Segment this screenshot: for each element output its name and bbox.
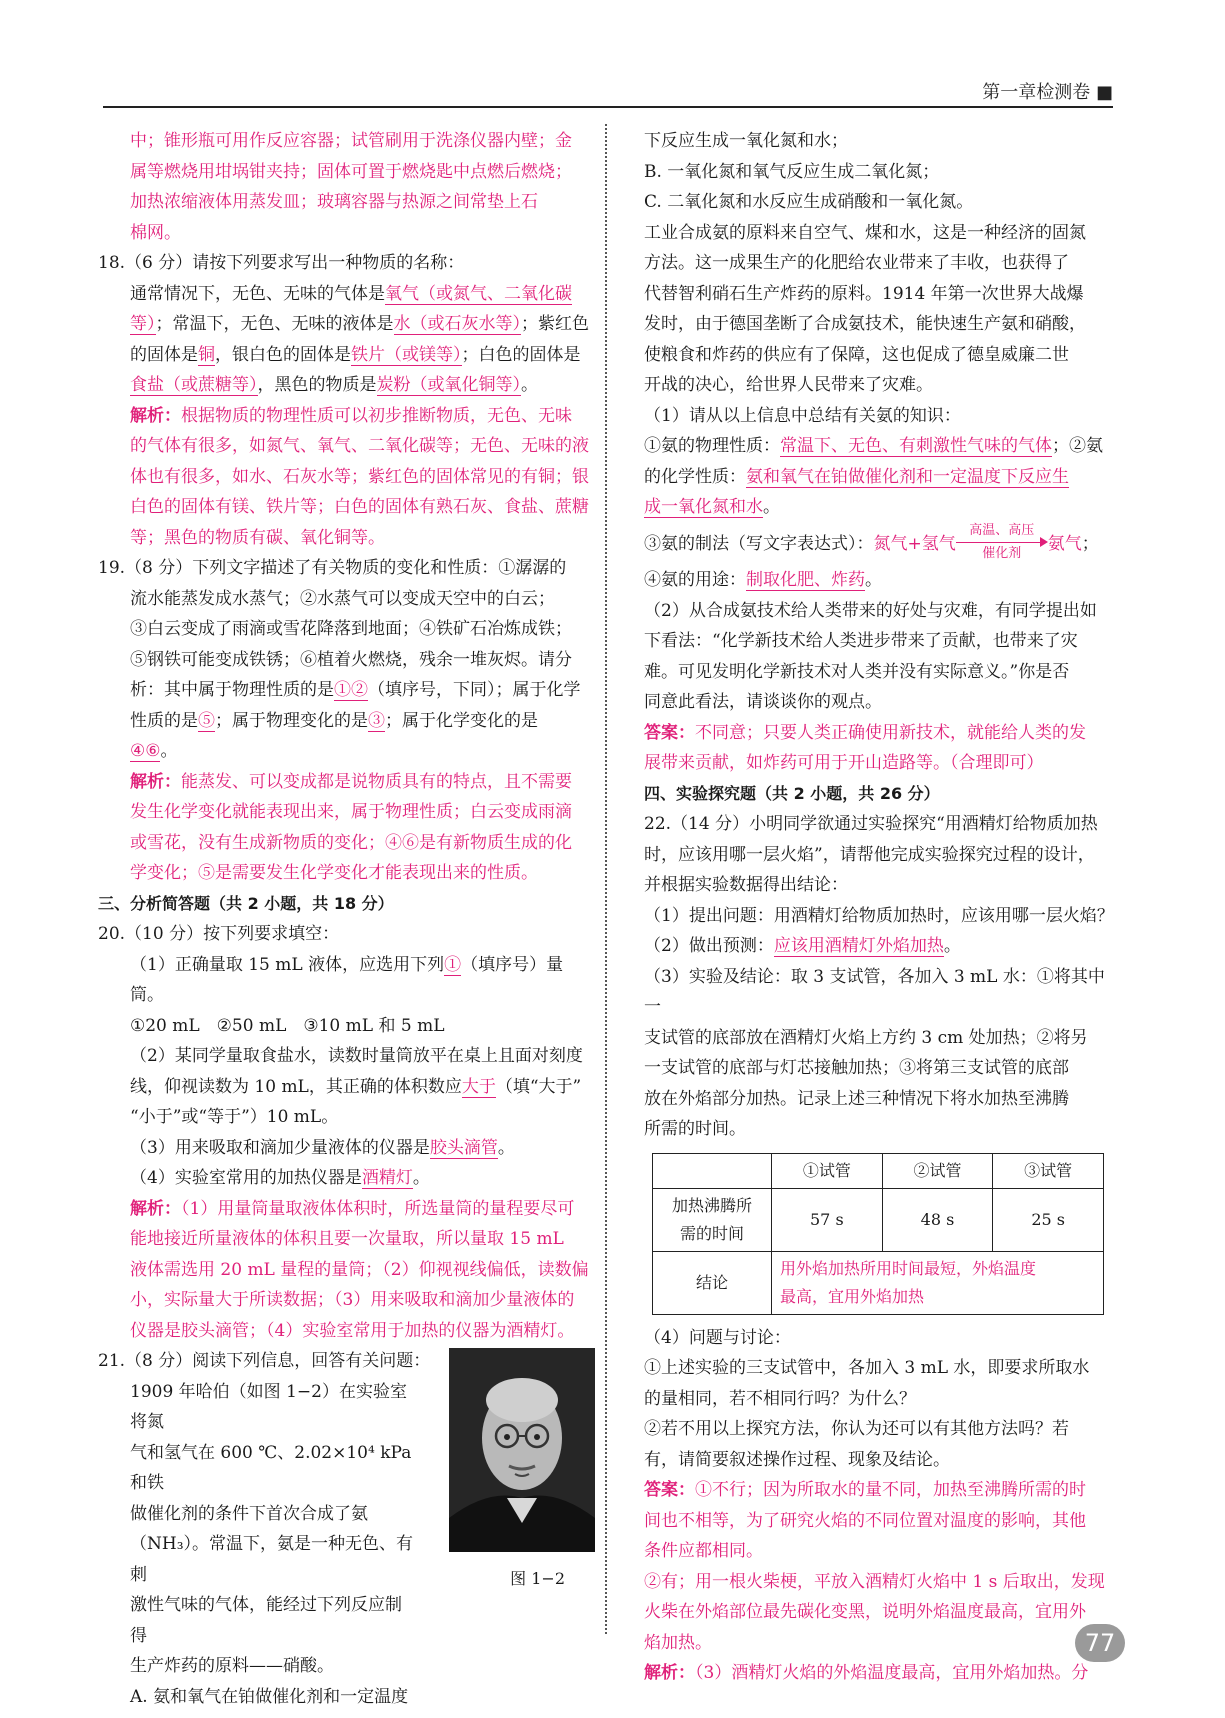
q21-chemical-property: 的化学性质：氨和氧气在铂做催化剂和一定温度下反应生: [644, 466, 1069, 487]
table-row: [653, 1251, 1104, 1314]
q18-answer-1: 氧气（或氮气、二氧化碳: [385, 283, 572, 304]
q21-option-line: B. 一氧化氮和氧气反应生成二氧化氮；: [644, 161, 940, 182]
q22-answer-line: ②有；用一根火柴梗，平放入酒精灯火焰中 1 s 后取出，发现: [644, 1571, 1105, 1592]
table-conclusion-cell: 用外焰加热所用时间最短，外焰温度 最高，宜用外焰加热: [772, 1251, 1104, 1314]
q21-line: 生产炸药的原料——硝酸。: [130, 1656, 334, 1676]
q21-answer-use: 制取化肥、炸药: [746, 570, 865, 590]
q18-answer-1b: 等）: [130, 314, 156, 334]
q19-answer-1: ①②: [334, 680, 368, 700]
table-header-row: [653, 1153, 1104, 1188]
carryover-line: 棉网。: [130, 222, 181, 243]
q22-head: 22.（14 分）小明同学欲通过实验探究“用酒精灯给物质加热: [644, 814, 1098, 834]
page-header: [103, 72, 1113, 108]
q20-answer-3: 胶头滴管: [429, 1137, 498, 1158]
q22-answer: 答案：①不行；因为所取水的量不同，加热至沸腾所需的时: [644, 1480, 1086, 1500]
question-20: [98, 919, 595, 1346]
q20-options: ①20 mL ②50 mL ③10 mL 和 5 mL: [130, 1015, 445, 1036]
table-header-cell: [653, 1153, 772, 1188]
equation-reactants: 氮气+氢气: [873, 533, 956, 554]
q22-step-3-line: 所需的时间。: [644, 1119, 746, 1139]
q21-sub-2-line: 同意此看法，请谈谈你的观点。: [644, 692, 882, 712]
q19-line: 性质的是⑤；属于物理变化的是③；属于化学变化的是: [130, 710, 538, 731]
q18-line: 的固体是铜，银白色的固体是铁片（或镁等）；白色的固体是: [130, 344, 581, 365]
q19-line: 19.（8 分）下列文字描述了有关物质的变化和性质：①潺潺的: [98, 558, 567, 578]
haber-portrait-image: [449, 1348, 595, 1552]
q20-line: “小于”或“等于”）10 mL。: [130, 1107, 339, 1127]
q20-head: 20.（10 分）按下列要求填空：: [98, 924, 340, 944]
q20-line: 线，仰视读数为 10 mL，其正确的体积数应大于（填“大于”: [130, 1076, 582, 1097]
q18-analysis-line: 等；黑色的物质有碳、氧化铜等。: [130, 527, 385, 548]
header-title: 第一章检测卷 ■: [982, 82, 1113, 103]
carryover-line: 加热浓缩液体用蒸发皿；玻璃容器与热源之间常垫上石: [130, 192, 538, 212]
q18-head: 18.（6 分）请按下列要求写出一种物质的名称：: [98, 253, 465, 273]
q21-sub-2-line: 难。可见发明化学新技术对人类并没有实际意义。”你是否: [644, 661, 1070, 682]
q21-sub-2-line: 下看法：“化学新技术给人类进步带来了贡献，也带来了灾: [644, 631, 1078, 651]
q19-answer-2: ⑤: [198, 710, 215, 731]
q21-para-line: 方法。这一成果生产的化肥给农业带来了丰收，也获得了: [644, 253, 1069, 273]
q21-sub-2: （2）从合成氨技术给人类带来的好处与灾难，有同学提出如: [644, 600, 1097, 621]
q21-para-line: 工业合成氨的原料来自空气、煤和水，这是一种经济的固氮: [644, 222, 1086, 243]
q20-answer-2: 大于: [461, 1076, 496, 1097]
equation-product: 氨气: [1047, 533, 1082, 554]
q21-para-line: 使粮食和炸药的供应有了保障，这也促成了德皇威廉二世: [644, 344, 1069, 365]
q22-step-4-line: 的量相同，若不相同行吗？为什么？: [644, 1388, 916, 1409]
q21-option-line: C. 二氧化氮和水反应生成硝酸和一氧化氮。: [644, 192, 974, 212]
q21-answer: 答案：不同意；只要人类正确使用新技术，就能给人类的发: [644, 722, 1086, 743]
question-21: [98, 1346, 595, 1712]
q21-use: ④氨的用途：制取化肥、炸药。: [644, 570, 882, 590]
q18-answer-5: 食盐（或蔗糖等）: [130, 375, 258, 395]
table-row-label: 加热沸腾所 需的时间: [653, 1188, 772, 1251]
q22-step-4: （4）问题与讨论：: [644, 1327, 791, 1348]
q21-answer-physical: 常温下、无色、有刺激性气味的气体: [780, 436, 1052, 456]
q18-analysis-line: 的气体有很多，如氮气、氧气、二氧化碳等；无色、无味的液: [130, 436, 589, 456]
portrait-illustration: [449, 1348, 595, 1552]
q20-analysis-line: 液体需选用 20 mL 量程的量筒；（2）仰视视线偏低，读数偏: [130, 1259, 589, 1280]
q22-analysis: 解析：（3）酒精灯火焰的外焰温度最高，宜用外焰加热。分: [644, 1663, 1089, 1683]
section-3-heading: 三、分析简答题（共 2 小题，共 18 分）: [98, 893, 394, 913]
q19-line: ⑤钢铁可能变成铁锈；⑥植着火燃烧，残余一堆灰烬。请分: [130, 649, 572, 670]
q22-step-2: （2）做出预测：应该用酒精灯外焰加热。: [644, 936, 961, 956]
q20-answer-4: 酒精灯: [361, 1168, 413, 1188]
question-19: [98, 553, 595, 889]
q19-answer-3: ③: [368, 710, 385, 731]
q19-analysis-line: 或雪花，没有生成新物质的变化；④⑥是有新物质生成的化: [130, 832, 572, 853]
q20-line: （4）实验室常用的加热仪器是酒精灯。: [130, 1168, 430, 1188]
carryover-line: 中；锥形瓶可用作反应容器；试管刷用于洗涤仪器内壁；金: [130, 131, 572, 151]
reaction-condition-bottom: 催化剂: [982, 546, 1022, 561]
table-header-cell: ②试管: [882, 1153, 993, 1188]
experiment-table: [652, 1153, 1104, 1315]
q18-line: 食盐（或蔗糖等），黑色的物质是炭粉（或氧化铜等）。: [130, 375, 538, 395]
page-number-badge: 77: [1075, 1624, 1125, 1662]
q21-answer-line: 展带来贡献，如炸药可用于开山造路等。（合理即可）: [644, 753, 1044, 773]
q22-step-4-line: 有，请简要叙述操作过程、现象及结论。: [644, 1449, 950, 1470]
q20-analysis-line: 仪器是胶头滴管；（4）实验室常用于加热的仪器为酒精灯。: [130, 1320, 575, 1341]
q22-step-3-line: 一支试管的底部与灯芯接触加热；③将第三支试管的底部: [644, 1058, 1069, 1078]
q22-answer-line: 焰加热。: [644, 1632, 712, 1653]
q20-answer-1: ①: [444, 954, 462, 975]
q20-analysis-line: 小，实际量大于所读数据；（3）用来吸取和滴加少量液体的: [130, 1290, 575, 1310]
q22-step-4-line: ①上述实验的三支试管中，各加入 3 mL 水，即要求所取水: [644, 1358, 1090, 1378]
q19-analysis-line: 发生化学变化就能表现出来，属于物理性质；白云变成雨滴: [130, 802, 572, 822]
q22-answer-line: 条件应都相同。: [644, 1541, 763, 1561]
q21-sub-1: （1）请从以上信息中总结有关氨的知识：: [644, 405, 961, 426]
table-cell: 48 s: [882, 1188, 993, 1251]
question-22: [644, 809, 1114, 1689]
q22-step-4-line: ②若不用以上探究方法，你认为还可以有其他方法吗？若: [644, 1419, 1069, 1439]
table-header-cell: ③试管: [993, 1153, 1104, 1188]
q20-line: （3）用来吸取和滴加少量液体的仪器是胶头滴管。: [130, 1137, 515, 1158]
q21-line: 气和氢气在 600 ℃、2.02×10⁴ kPa 和铁: [130, 1442, 412, 1493]
q21-line: （NH₃）。常温下，氨是一种无色、有刺: [130, 1534, 414, 1585]
question-18: [98, 248, 595, 553]
q18-analysis-line: 体也有很多，如水、石灰水等；紫红色的固体常见的有铜；银: [130, 466, 589, 487]
q19-analysis: 解析：能蒸发、可以变成都是说物质具有的特点，且不需要: [130, 771, 572, 792]
table-cell: 25 s: [993, 1188, 1104, 1251]
q21-answer-chemical-cont: 成一氧化氮和水: [644, 497, 763, 517]
reaction-condition-top: 高温、高压: [969, 523, 1035, 538]
q21-line: A. 氨和氧气在铂做催化剂和一定温度: [130, 1686, 409, 1707]
figure-caption: 图 1−2: [510, 1569, 565, 1588]
q18-analysis: 解析：根据物质的物理性质可以初步推断物质，无色、无味: [130, 405, 572, 426]
q22-step-1: （1）提出问题：用酒精灯给物质加热时，应该用哪一层火焰？: [644, 905, 1114, 926]
q22-answer-line: 火柴在外焰部位最先碳化变黑，说明外焰温度最高，宜用外: [644, 1602, 1086, 1622]
column-divider: [605, 124, 607, 1634]
reaction-arrow: [956, 523, 1048, 561]
q22-step-3: （3）实验及结论：取 3 支试管，各加入 3 mL 水：①将其中一: [644, 966, 1105, 1017]
q18-answer-3: 铜: [198, 344, 215, 365]
q20-line: （2）某同学量取食盐水，读数时量筒放平在桌上且面对刻度: [130, 1046, 583, 1066]
q21-answer-chemical: 氨和氧气在铂做催化剂和一定温度下反应生: [746, 466, 1069, 487]
table-header-cell: ①试管: [772, 1153, 883, 1188]
q21-line: 激性气味的气体，能经过下列反应制得: [130, 1595, 402, 1646]
q20-analysis-line: 能地接近所量液体的体积且要一次量取，所以量取 15 mL: [130, 1229, 564, 1249]
q19-answer-4: ④⑥: [130, 741, 161, 761]
q18-analysis-line: 白色的固体有镁、铁片等；白色的固体有熟石灰、食盐、蔗糖: [130, 497, 589, 517]
q21-line: 1909 年哈伯（如图 1−2）在实验室将氮: [130, 1381, 407, 1432]
q22-step-3-line: 放在外焰部分加热。记录上述三种情况下将水加热至沸腾: [644, 1088, 1069, 1109]
q20-line: （1）正确量取 15 mL 液体，应选用下列①（填序号）量筒。: [130, 954, 564, 1005]
table-cell: 57 s: [772, 1188, 883, 1251]
carryover-line: 属等燃烧用坩埚钳夹持；固体可置于燃烧匙中点燃后燃烧；: [130, 161, 572, 182]
q22-answer-prediction: 应该用酒精灯外焰加热: [773, 936, 944, 956]
q22-head-line: 并根据实验数据得出结论：: [644, 875, 848, 895]
q18-answer-6: 炭粉（或氧化铜等）: [376, 375, 521, 395]
q19-analysis-line: 学变化；⑤是需要发生化学变化才能表现出来的性质。: [130, 863, 538, 883]
q19-line: ④⑥。: [130, 741, 178, 761]
q21-preparation: ③氨的制法（写文字表达式）：氮气+氢气 高温、高压 催化剂 氨气；: [644, 523, 1099, 561]
q21-para-line: 代替智利硝石生产炸药的原料。1914 年第一次世界大战爆: [644, 283, 1084, 304]
q22-answer-line: 间也不相等，为了研究火焰的不同位置对温度的影响，其他: [644, 1510, 1086, 1531]
section-4-heading: 四、实验探究题（共 2 小题，共 26 分）: [644, 783, 940, 803]
q18-answer-2: 水（或石灰水等）: [393, 314, 521, 334]
q21-para-line: 发时，由于德国垄断了合成氨技术，能快速生产氨和硝酸，: [644, 314, 1086, 334]
q21-head: 21.（8 分）阅读下列信息，回答有关问题：: [98, 1351, 431, 1371]
q22-step-3-line: 支试管的底部放在酒精灯火焰上方约 3 cm 处加热；②将另: [644, 1027, 1088, 1048]
table-row-label: 结论: [653, 1251, 772, 1314]
q18-answer-4: 铁片（或镁等）: [351, 344, 462, 365]
q18-line: 等）；常温下，无色、无味的液体是水（或石灰水等）；紫红色: [130, 314, 589, 334]
q21-physical-property: ①氨的物理性质：常温下、无色、有刺激性气味的气体；②氨: [644, 436, 1103, 456]
q21-chemical-property-cont: 成一氧化氮和水。: [644, 497, 780, 517]
table-row: [653, 1188, 1104, 1251]
right-column: [644, 126, 1114, 1689]
q19-line: ③白云变成了雨滴或雪花降落到地面；④铁矿石冶炼成铁；: [130, 619, 572, 639]
left-column: [98, 126, 595, 1712]
q21-option-line: 下反应生成一氧化氮和水；: [644, 131, 848, 151]
q19-line: 析：其中属于物理性质的是①②（填序号，下同）；属于化学: [130, 680, 581, 700]
q22-head-line: 时，应该用哪一层火焰”，请帮他完成实验探究过程的设计，: [644, 844, 1095, 865]
q20-analysis: 解析：（1）用量筒量取液体体积时，所选量筒的量程要尽可: [130, 1198, 575, 1219]
q18-line: 通常情况下，无色、无味的气体是氧气（或氮气、二氧化碳: [130, 283, 572, 304]
q21-para-line: 开战的决心，给世界人民带来了灾难。: [644, 375, 933, 395]
q19-line: 流水能蒸发成水蒸气；②水蒸气可以变成天空中的白云；: [130, 588, 555, 609]
q21-line: 做催化剂的条件下首次合成了氨: [130, 1503, 368, 1524]
